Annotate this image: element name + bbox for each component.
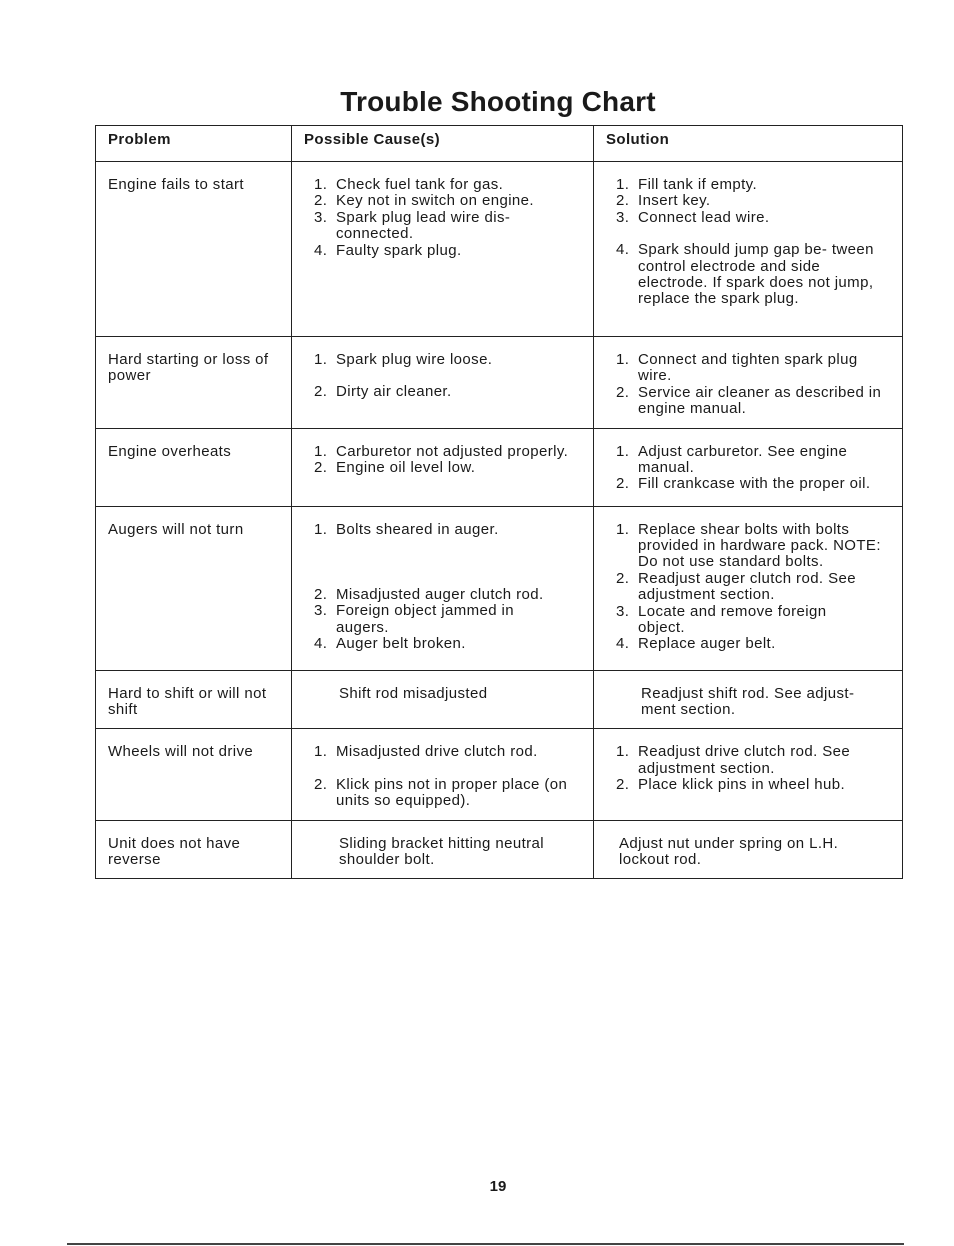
cause-cell <box>292 670 594 729</box>
header-solution: Solution <box>594 126 903 162</box>
cause-text: Sliding bracket hitting neutral shoulder bolt. <box>339 834 545 869</box>
list-item: 1. Bolts sheared in auger. <box>314 520 499 538</box>
list-item: 3. Locate and remove foreign object. <box>616 602 827 637</box>
problem-cell: Engine overheats <box>96 428 292 506</box>
list-item: 2. Engine oil level low. <box>314 459 476 477</box>
cause-cell <box>292 729 594 820</box>
problem-cell: Wheels will not drive <box>96 729 292 820</box>
cause-cell <box>292 506 594 670</box>
list-item: 3. Foreign object jammed in augers. <box>314 602 515 636</box>
cause-cell <box>292 162 594 337</box>
solution-cell <box>594 162 903 337</box>
list-item: 2. Readjust auger clutch rod. See adjustment section. <box>616 569 856 604</box>
cause-cell <box>292 820 594 879</box>
solution-cell <box>594 670 903 729</box>
list-item: 2. Insert key. <box>616 192 711 210</box>
list-item: 2. Klick pins not in proper place (on units so equipped). <box>314 775 568 810</box>
cause-text: Shift rod misadjusted <box>339 684 488 702</box>
cause-cell <box>292 428 594 506</box>
list-item: 1. Replace shear bolts with bolts provided in hardware pack. NOTE: Do not use standard bolts. <box>616 520 881 571</box>
troubleshooting-table <box>95 125 903 879</box>
bottom-rule <box>67 1243 904 1245</box>
list-item: 1. Connect and tighten spark plug wire. <box>616 351 858 385</box>
list-item: 1. Adjust carburetor. See engine manual. <box>616 442 848 477</box>
solution-cell <box>594 428 903 506</box>
list-item: 3. Connect lead wire. <box>616 208 770 226</box>
list-item: 2. Place klick pins in wheel hub. <box>616 776 846 794</box>
list-item: 2. Service air cleaner as described in engine manual. <box>616 383 882 418</box>
solution-text: Adjust nut under spring on L.H. lockout rod. <box>619 834 839 869</box>
table-row <box>96 729 903 820</box>
solution-cell <box>594 820 903 879</box>
table-row <box>96 162 903 337</box>
table-row <box>96 506 903 670</box>
problem-cell: Unit does not have reverse <box>96 820 292 879</box>
list-item: 4. Faulty spark plug. <box>314 241 462 259</box>
list-item: 1. Carburetor not adjusted properly. <box>314 442 569 460</box>
list-item: 4. Spark should jump gap be- tween control electrode and side electrode. If spark does not jump, replace the spark plug. <box>616 241 874 308</box>
header-cause: Possible Cause(s) <box>292 126 594 162</box>
cause-cell <box>292 337 594 429</box>
list-item: 2. Misadjusted auger clutch rod. <box>314 586 544 604</box>
list-item: 2. Fill crankcase with the proper oil. <box>616 475 871 493</box>
problem-cell: Augers will not turn <box>96 506 292 670</box>
list-item: 4. Replace auger belt. <box>616 635 776 653</box>
table-header-row <box>96 126 903 162</box>
page-title: Trouble Shooting Chart <box>340 86 656 117</box>
list-item: 4. Auger belt broken. <box>314 635 466 653</box>
problem-cell: Engine fails to start <box>96 162 292 337</box>
table-row <box>96 820 903 879</box>
solution-cell <box>594 506 903 670</box>
solution-text: Readjust shift rod. See adjust- ment section. <box>641 684 855 719</box>
header-problem: Problem <box>96 126 292 162</box>
list-item: 1. Readjust drive clutch rod. See adjustment section. <box>616 743 851 777</box>
solution-cell <box>594 337 903 429</box>
list-item: 3. Spark plug lead wire dis- connected. <box>314 208 511 243</box>
list-item: 1. Fill tank if empty. <box>616 176 758 193</box>
table-row <box>96 337 903 429</box>
solution-cell <box>594 729 903 820</box>
problem-cell: Hard starting or loss of power <box>96 337 292 429</box>
list-item: 2. Dirty air cleaner. <box>314 383 452 401</box>
list-item: 1. Check fuel tank for gas. <box>314 176 504 193</box>
table-row <box>96 428 903 506</box>
list-item: 1. Spark plug wire loose. <box>314 351 493 368</box>
table-row <box>96 670 903 729</box>
list-item: 1. Misadjusted drive clutch rod. <box>314 743 538 761</box>
problem-cell: Hard to shift or will not shift <box>96 670 292 729</box>
list-item: 2. Key not in switch on engine. <box>314 192 534 210</box>
page-number: 19 <box>489 1178 507 1195</box>
